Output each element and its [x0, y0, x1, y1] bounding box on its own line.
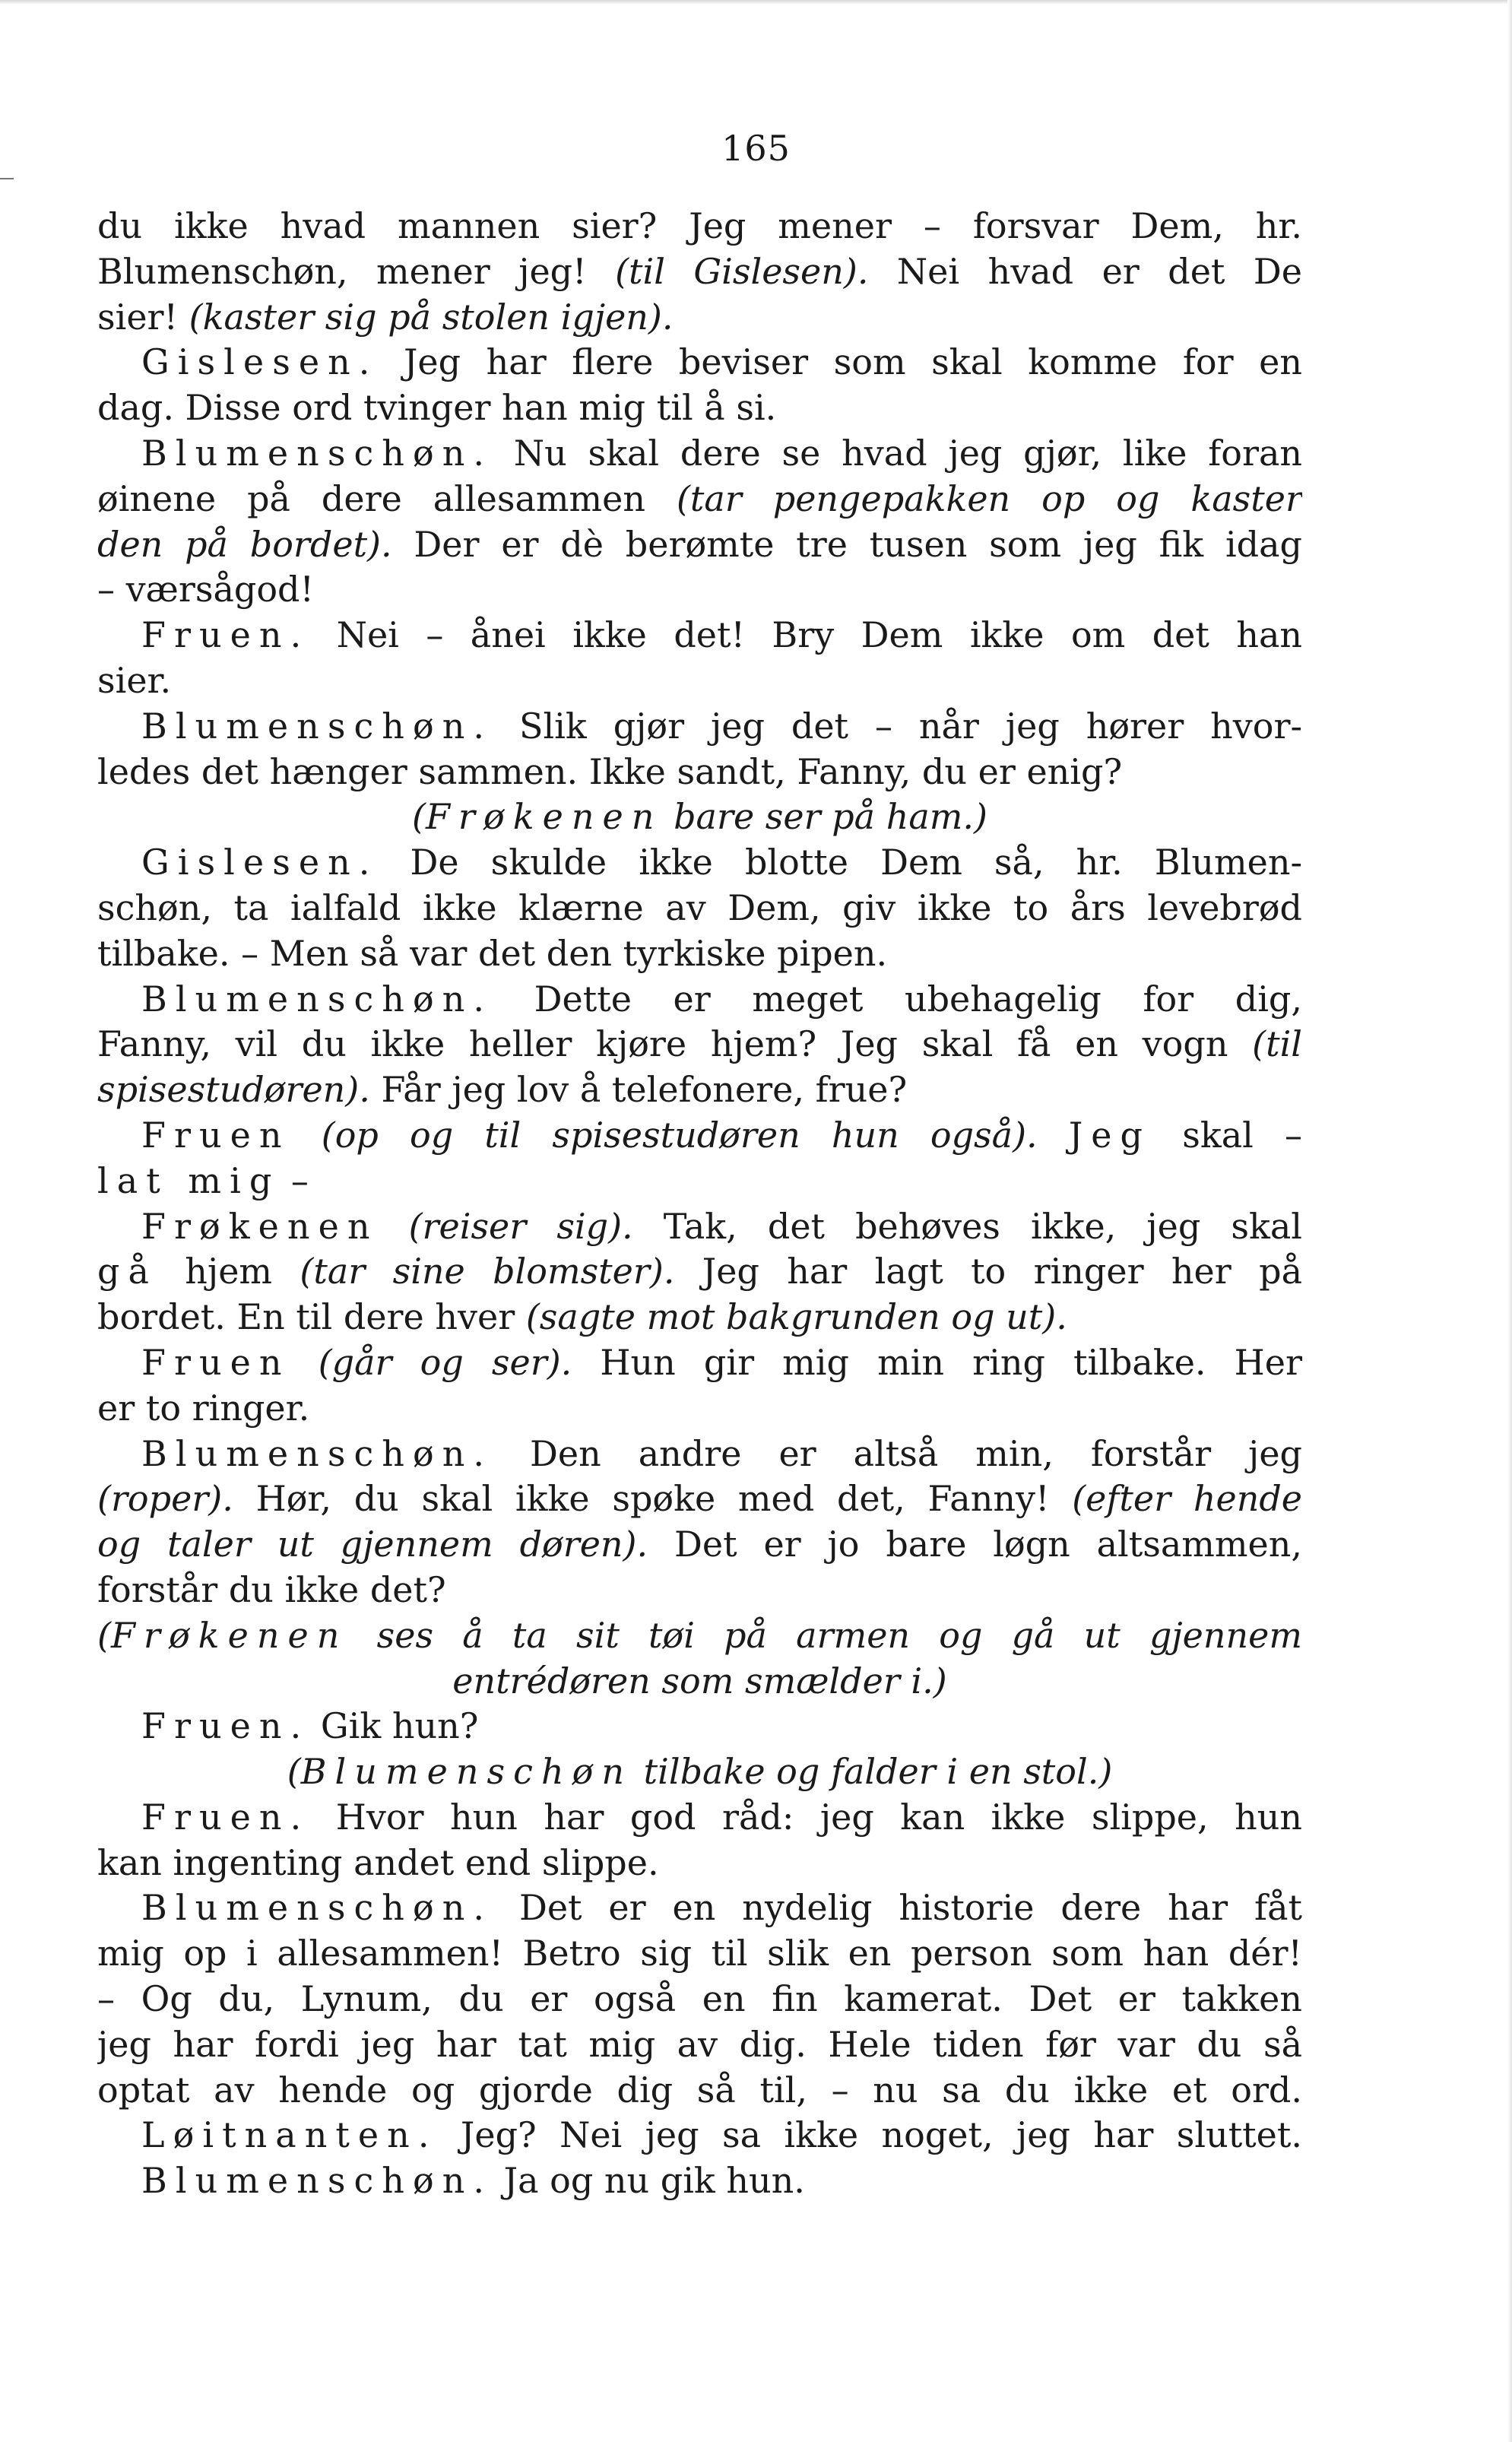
text-line: [97, 477, 1302, 522]
text-line: [97, 1568, 1302, 1613]
dialogue-text: Det er en nydelig historie dere har fåt: [493, 1887, 1302, 1929]
speaker-name: Frøkenen: [110, 1614, 348, 1656]
speaker-name: Blumenschøn: [300, 1751, 633, 1793]
dialogue-text: mig op i allesammen! Betro sig til slik en person som han dér!: [97, 1933, 1302, 1974]
speaker-name: Blumenschøn.: [141, 978, 493, 1020]
speaker-name: Jeg: [1068, 1114, 1152, 1156]
speaker-name: Blumenschøn.: [141, 2160, 493, 2202]
dialogue-text: Nu skal dere se hvad jeg gjør, like foran: [493, 432, 1302, 474]
stage-direction: (til Gislesen).: [615, 250, 869, 292]
text-line: [97, 886, 1302, 931]
dialogue-text: er to ringer.: [97, 1387, 310, 1429]
stage-direction: (går og ser).: [318, 1341, 572, 1383]
text-line: [97, 1022, 1302, 1067]
dialogue-text: Fanny, vil du ikke heller kjøre hjem? Jeg skal få en vogn: [97, 1023, 1253, 1065]
dialogue-text: De skulde ikke blotte Dem så, hr. Blumen-: [378, 842, 1302, 883]
text-line: [97, 1159, 1302, 1204]
text-line: [97, 567, 1302, 613]
speaker-name: Blumenschøn.: [141, 705, 493, 747]
text-line: [97, 340, 1302, 385]
stage-direction: (op og til spisestudøren hun også).: [321, 1114, 1038, 1156]
text-line: [97, 794, 1302, 840]
dialogue-text: Den andre er altså min, forstår jeg: [493, 1432, 1302, 1474]
text-line: [97, 1340, 1302, 1386]
text-line: [97, 295, 1302, 341]
dialogue-text: optat av hende og gjorde dig så til, – nu sa du ikke et ord.: [97, 2069, 1302, 2111]
speaker-name: Fruen.: [141, 1705, 310, 1747]
speaker-name: Gislesen.: [141, 341, 379, 383]
text-line: [97, 977, 1302, 1023]
dialogue-text: bordet. En til dere hver: [97, 1296, 526, 1338]
stage-direction: (: [412, 796, 426, 838]
text-line: [97, 1749, 1302, 1795]
dialogue-text: Gik hun?: [309, 1705, 479, 1747]
speaker-name: lat mig: [97, 1159, 281, 1201]
text-line: [97, 1295, 1302, 1340]
dialogue-text: ledes det hænger sammen. Ikke sandt, Fanny, du er enig?: [97, 750, 1123, 792]
dialogue-text: Tak, det behøves ikke, jeg skal: [632, 1205, 1302, 1247]
text-line: [97, 613, 1302, 658]
speaker-name: Fruen.: [141, 614, 310, 656]
text-line: [97, 1432, 1302, 1477]
dialogue-text: Jeg har flere beviser som skal komme for en: [378, 341, 1302, 383]
speaker-name: Blumenschøn.: [141, 1887, 493, 1929]
dialogue-text: du ikke hvad mannen sier? Jeg mener – forsvar Dem, hr.: [97, 205, 1302, 246]
dialogue-text: [1038, 1115, 1069, 1156]
text-line: [97, 840, 1302, 886]
page-top-edge: [0, 0, 1512, 5]
text-line: [97, 1977, 1302, 2022]
dialogue-text: skal –: [1151, 1114, 1302, 1156]
dialogue-text: Nei – ånei ikke det! Bry Dem ikke om det han: [309, 614, 1302, 656]
text-line: [97, 658, 1302, 704]
speaker-name: Løitnanten.: [141, 2114, 438, 2156]
stage-direction: den på bordet).: [97, 523, 392, 565]
dialogue-text: forstår du ikke det?: [97, 1568, 446, 1610]
text-line: [97, 2158, 1302, 2204]
text-line: [97, 1659, 1302, 1705]
stage-direction: (: [97, 1614, 111, 1656]
text-line: [97, 1931, 1302, 1977]
dialogue-text: sier.: [97, 659, 172, 701]
text-line: [97, 1067, 1302, 1113]
stage-direction: bare ser på ham.): [662, 796, 987, 838]
dialogue-text: – Og du, Lynum, du er også en fin kamerat. Det er takken: [97, 1978, 1302, 2020]
speaker-name: Blumenschøn.: [141, 432, 493, 474]
text-line: [97, 931, 1302, 977]
stage-direction: og taler ut gjennem døren).: [97, 1524, 648, 1565]
speaker-name: Frøkenen: [425, 796, 663, 838]
dialogue-text: Ja og nu gik hun.: [493, 2160, 805, 2202]
stage-direction: (sagte mot bakgrunden og ut).: [525, 1296, 1067, 1338]
stage-direction: (kaster sig på stolen igjen).: [189, 296, 674, 338]
text-line: [97, 431, 1302, 477]
dialogue-text: jeg har fordi jeg har tat mig av dig. Hele tiden før var du så: [97, 2023, 1302, 2065]
text-line: [97, 2113, 1302, 2158]
dialogue-text: sier!: [97, 296, 189, 338]
stage-direction: entrédøren som smælder i.): [452, 1660, 947, 1701]
stage-direction: spisestudøren).: [97, 1069, 370, 1111]
dialogue-text: [290, 1342, 319, 1383]
page-right-edge: [1507, 0, 1512, 2442]
dialogue-text: Hun gir mig min ring tilbake. Her: [572, 1341, 1302, 1383]
stage-direction: tilbake og falder i en stol.): [632, 1751, 1113, 1793]
stage-direction: (: [287, 1751, 301, 1793]
speaker-name: Gislesen.: [141, 842, 379, 883]
page-number: 165: [721, 128, 791, 169]
dialogue-text: Hvor hun har god råd: jeg kan ikke slippe, hun: [309, 1796, 1302, 1838]
text-line: [97, 1204, 1302, 1250]
dialogue-text: [379, 1206, 409, 1247]
dialogue-text: Jeg? Nei jeg sa ikke noget, jeg har sluttet.: [437, 2114, 1302, 2156]
text-line: [97, 1522, 1302, 1568]
dialogue-text: Slik gjør jeg det – når jeg hører hvor-: [493, 705, 1302, 747]
text-line: [97, 1795, 1302, 1841]
dialogue-text: tilbake. – Men så var det den tyrkiske pipen.: [97, 932, 888, 974]
speaker-name: Fruen.: [141, 1796, 310, 1838]
text-line: [97, 249, 1302, 295]
text-line: [97, 750, 1302, 795]
dialogue-text: – værsågod!: [97, 569, 314, 610]
text-line: [97, 385, 1302, 431]
stage-direction: (tar pengepakken op og kaster: [676, 477, 1302, 519]
stage-direction: (tar sine blomster).: [300, 1251, 675, 1292]
text-line: [97, 522, 1302, 568]
text-line: [97, 1885, 1302, 1931]
speaker-name: gå: [97, 1251, 157, 1292]
text-line: [97, 204, 1302, 249]
stage-direction: (efter hende: [1072, 1478, 1302, 1520]
dialogue-text: Dette er meget ubehagelig for dig,: [493, 978, 1302, 1020]
dialogue-text: [290, 1115, 322, 1156]
speaker-name: Fruen: [141, 1341, 290, 1383]
text-line: [97, 1386, 1302, 1432]
text-line: [97, 1841, 1302, 1886]
dialogue-text: øinene på dere allesammen: [97, 477, 677, 519]
dialogue-text: schøn, ta ialfald ikke klærne av Dem, giv ikke to års levebrød: [97, 886, 1302, 928]
play-text: [97, 204, 1302, 2204]
dialogue-text: Nei hvad er det De: [868, 250, 1302, 292]
speaker-name: Fruen: [141, 1114, 290, 1156]
text-line: [97, 1113, 1302, 1159]
stage-direction: (til: [1252, 1023, 1302, 1065]
speaker-name: Blumenschøn.: [141, 1432, 493, 1474]
dialogue-text: Det er jo bare løgn altsammen,: [648, 1524, 1302, 1565]
text-line: [97, 1613, 1302, 1659]
stage-direction: (reiser sig).: [408, 1205, 633, 1247]
text-line: [97, 704, 1302, 750]
margin-tick: [0, 178, 14, 179]
dialogue-text: –: [280, 1159, 309, 1201]
dialogue-text: Får jeg lov å telefonere, frue?: [369, 1069, 908, 1111]
text-line: [97, 1249, 1302, 1295]
dialogue-text: dag. Disse ord tvinger han mig til å si.: [97, 387, 777, 429]
text-line: [97, 2068, 1302, 2114]
dialogue-text: Jeg har lagt to ringer her på: [674, 1251, 1302, 1292]
dialogue-text: Hør, du skal ikke spøke med det, Fanny!: [233, 1478, 1073, 1520]
text-line: [97, 2022, 1302, 2068]
stage-direction: (roper).: [97, 1478, 233, 1520]
dialogue-text: Blumenschøn, mener jeg!: [97, 250, 616, 292]
dialogue-text: hjem: [157, 1251, 300, 1292]
stage-direction: ses å ta sit tøi på armen og gå ut gjennem: [347, 1614, 1302, 1656]
dialogue-text: kan ingenting andet end slippe.: [97, 1841, 659, 1883]
text-line: [97, 1704, 1302, 1749]
dialogue-text: Der er dè berømte tre tusen som jeg fik idag: [391, 523, 1302, 565]
speaker-name: Frøkenen: [141, 1205, 379, 1247]
text-line: [97, 1476, 1302, 1522]
